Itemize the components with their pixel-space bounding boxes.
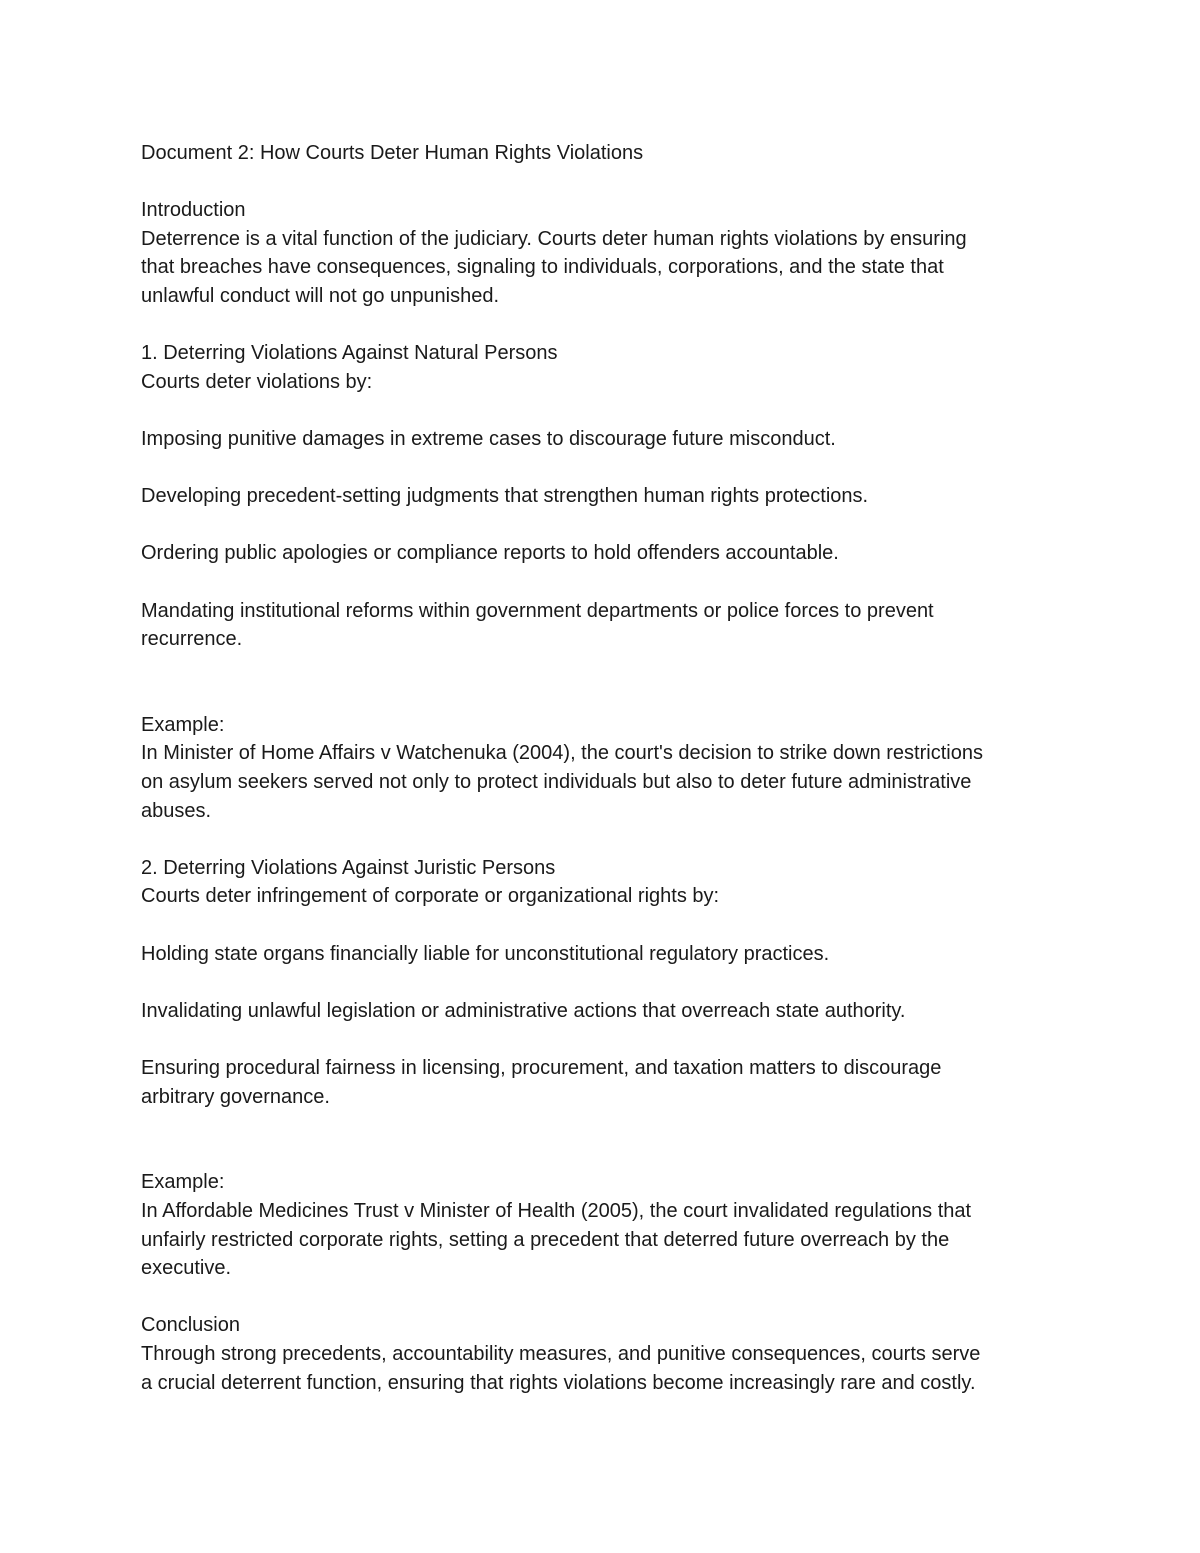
spacer xyxy=(141,911,1071,940)
section2-heading: 2. Deterring Violations Against Juristic Persons xyxy=(141,856,556,879)
section2-item-continued: arbitrary governance. xyxy=(141,1085,330,1108)
section1-lead: Courts deter violations by: xyxy=(141,370,373,393)
section1-example-line: abuses. xyxy=(141,799,212,822)
intro-heading: Introduction xyxy=(141,199,246,222)
section2-item: Ensuring procedural fairness in licensing, procurement, and taxation matters to discourage xyxy=(141,1057,942,1079)
section1-item: Mandating institutional reforms within government departments or police forces to prevent xyxy=(141,599,934,622)
section1-heading: 1. Deterring Violations Against Natural Persons xyxy=(141,342,558,365)
intro-line: that breaches have consequences, signaling to individuals, corporations, and the state that xyxy=(141,256,944,279)
spacer xyxy=(141,396,1071,425)
spacer xyxy=(141,1140,1071,1169)
conclusion-heading: Conclusion xyxy=(141,1314,240,1337)
section1-example-line: In Minister of Home Affairs v Watchenuka (2004), the court's decision to strike down restrictions xyxy=(141,742,983,765)
spacer xyxy=(141,168,1071,197)
section1-item: Imposing punitive damages in extreme cases to discourage future misconduct. xyxy=(141,427,836,450)
section2-example-line: unfairly restricted corporate rights, setting a precedent that deterred future overreach by the xyxy=(141,1228,950,1251)
conclusion-line: a crucial deterrent function, ensuring that rights violations become increasingly rare and costly. xyxy=(141,1371,976,1394)
section2-item: Invalidating unlawful legislation or administrative actions that overreach state authority. xyxy=(141,999,906,1022)
document-title: Document 2: How Courts Deter Human Rights Violations xyxy=(141,142,644,164)
section1-item: Developing precedent-setting judgments that strengthen human rights protections. xyxy=(141,485,869,508)
document-page xyxy=(141,139,1071,1397)
section1-example-line: on asylum seekers served not only to protect individuals but also to deter future administrative xyxy=(141,771,972,794)
spacer xyxy=(141,825,1071,854)
spacer xyxy=(141,682,1071,711)
section2-example-line: In Affordable Medicines Trust v Minister of Health (2005), the court invalidated regulations that xyxy=(141,1199,972,1222)
intro-line: Deterrence is a vital function of the judiciary. Courts deter human rights violations by ensuring xyxy=(141,227,967,250)
section1-item: Ordering public apologies or compliance reports to hold offenders accountable. xyxy=(141,542,839,565)
section2-example-line: executive. xyxy=(141,1257,232,1280)
spacer xyxy=(141,968,1071,997)
intro-line: unlawful conduct will not go unpunished. xyxy=(141,284,500,307)
spacer xyxy=(141,1283,1071,1312)
spacer xyxy=(141,1025,1071,1054)
spacer xyxy=(141,1111,1071,1140)
spacer xyxy=(141,311,1071,340)
spacer xyxy=(141,568,1071,597)
section2-item: Holding state organs financially liable for unconstitutional regulatory practices. xyxy=(141,942,830,965)
spacer xyxy=(141,654,1071,683)
conclusion-line: Through strong precedents, accountability measures, and punitive consequences, courts serve xyxy=(141,1342,981,1365)
section1-item-continued: recurrence. xyxy=(141,628,243,651)
spacer xyxy=(141,511,1071,540)
section2-lead: Courts deter infringement of corporate or organizational rights by: xyxy=(141,885,720,908)
spacer xyxy=(141,454,1071,483)
section1-example-label: Example: xyxy=(141,713,225,736)
section2-example-label: Example: xyxy=(141,1171,225,1194)
